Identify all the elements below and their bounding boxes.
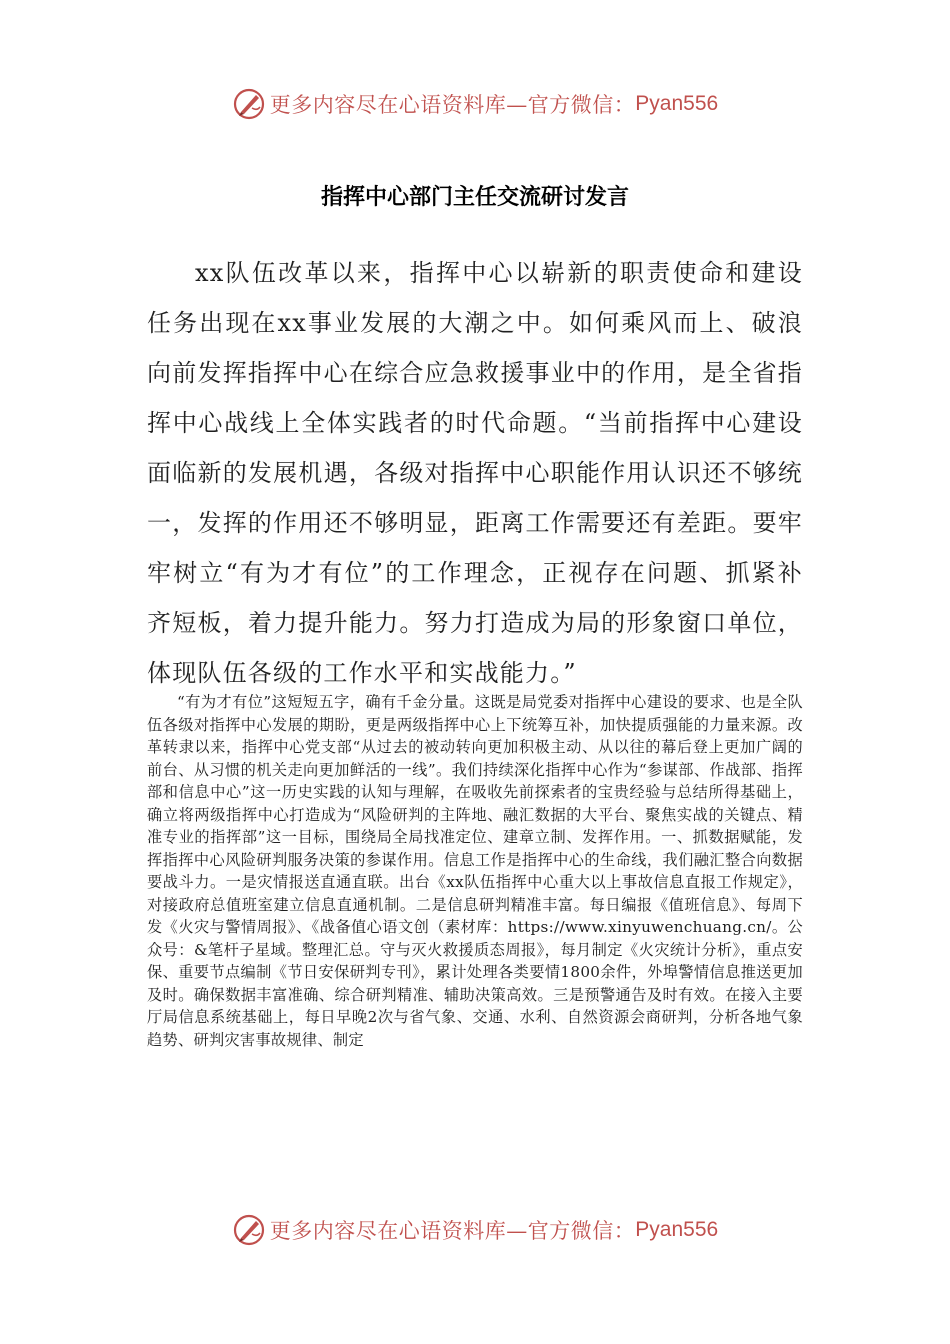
watermark-handle: Pyan556: [635, 92, 719, 115]
document-title: 指挥中心部门主任交流研讨发言: [320, 185, 629, 210]
pen-logo-icon: [232, 87, 266, 121]
watermark-handle: Pyan556: [635, 1218, 719, 1241]
body-paragraph: “有为才有位”这短短五字，确有千金分量。这既是局党委对指挥中心建设的要求、也是全队伍各级对指挥中心发展的期盼，更是两级指挥中心上下统筹互补，加快提质强能的力量来源。改革转隶以来，指挥中心党支部“从过去的被动转向更加积极主动、从以往的幕后登上更加广阔的前台、从习惯的机关走向更加鲜活的一线”。我们持续深化指挥中心作为“参谋部、作战部、指挥部和信息中心”这一历史实践的认知与理解，在吸收先前探索者的宝贵经验与总结所得基础上，确立将两级指挥中心打造成为“风险研判的主阵地、融汇数据的大平台、聚焦实战的关键点、精准专业的指挥部”这一目标，围绕局全局找准定位、建章立制、发挥作用。一、抓数据赋能，发挥指挥中心风险研判服务决策的参谋作用。信息工作是指挥中心的生命线，我们融汇整合向数据要战斗力。一是灾情报送直通直联。出台《xx队伍指挥中心重大以上事故信息直报工作规定》，对接政府总值班室建立信息直通机制。二是信息研判精准丰富。每日编报《值班信息》、每周下发《火灾与警情周报》、《战备值心语文创（素材库：https://www.xinyuwenchuang.cn/。公众号：&笔杆子星域。整理汇总。守与灭火救援质态周报》，每月制定《火灾统计分析》，重点安保、重要节点编制《节日安保研判专刊》，累计处理各类要情1800余件，外埠警情信息推送更加及时。确保数据丰富准确、综合研判精准、辅助决策高效。三是预警通告及时有效。在接入主要厅局信息系统基础上，每日早晚2次与省气象、交通、水利、自然资源会商研判，分析各地气象趋势、研判灾害事故规律、制定: [147, 693, 803, 1049]
lead-paragraph: xx队伍改革以来，指挥中心以崭新的职责使命和建设任务出现在xx事业发展的大潮之中。如何乘风而上、破浪向前发挥指挥中心在综合应急救援事业中的作用，是全省指挥中心战线上全体实践者的时代命题。“当前指挥中心建设面临新的发展机遇，各级对指挥中心职能作用认识还不够统一，发挥的作用还不够明显，距离工作需要还有差距。要牢牢树立“有为才有位”的工作理念，正视存在问题、抓紧补齐短板，着力提升能力。努力打造成为局的形象窗口单位，体现队伍各级的工作水平和实战能力。”: [147, 259, 803, 687]
watermark-banner-top: [0, 82, 950, 126]
pen-logo-icon: [232, 1213, 266, 1247]
watermark-text: 更多内容尽在心语资料库—官方微信：: [269, 93, 636, 117]
watermark-banner-bottom: [0, 1208, 950, 1252]
watermark-text: 更多内容尽在心语资料库—官方微信：: [269, 1219, 636, 1243]
